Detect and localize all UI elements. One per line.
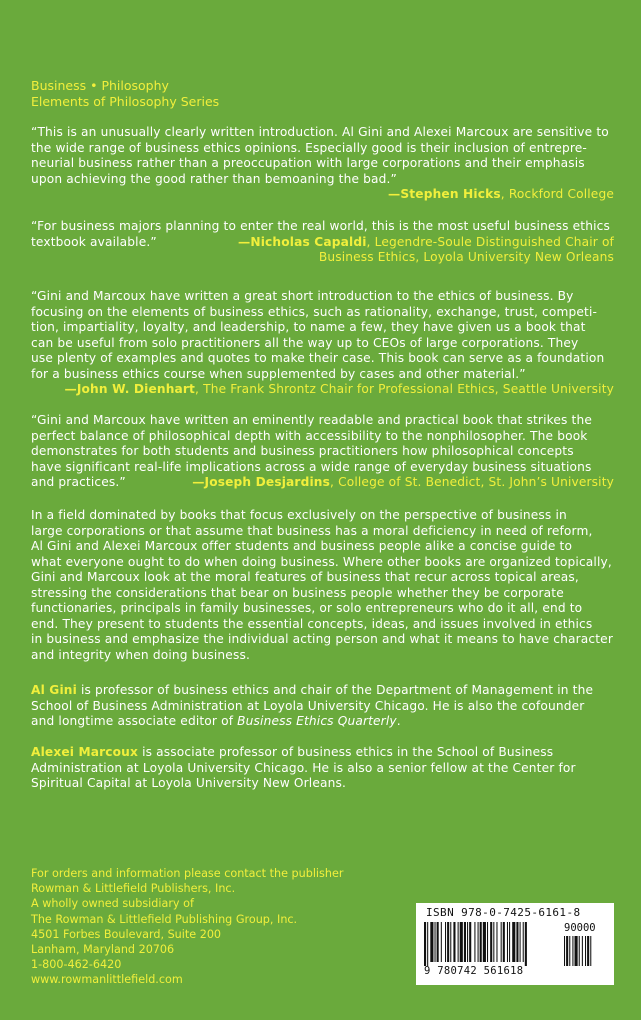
barcode-bar [435, 922, 436, 962]
ean-digits: 9 780742 561618 [424, 965, 524, 977]
addon-bar [564, 936, 565, 966]
quote-line: demonstrates for both students and business practitioners how philosophical concepts [31, 444, 574, 458]
barcode-bar [453, 922, 455, 962]
bio-line: Spiritual Capital at Loyola University New Orleans. [31, 776, 347, 790]
barcode-bar [525, 922, 527, 966]
bio-text: is associate professor of business ethics in the School of Business [142, 745, 554, 759]
description-line: end. They present to students the essential concepts, ideas, and issues involved in ethics [31, 616, 593, 631]
quote-author: —Nicholas Capaldi [238, 234, 367, 249]
barcode-bar [503, 922, 505, 962]
addon-bar [566, 936, 568, 966]
quote-affiliation: Business Ethics, Loyola University New Orleans [318, 250, 614, 264]
publisher-line: A wholly owned subsidiary of [31, 897, 194, 911]
quote-line: textbook available.” [31, 234, 157, 249]
bio-line [31, 714, 614, 730]
publisher-line: For orders and information please contact the publisher [31, 867, 344, 880]
quote-line: can be useful from solo practitioners all the way up to CEOs of large corporations. They [31, 335, 579, 350]
barcode-bar [460, 922, 463, 962]
book-description [31, 508, 614, 663]
publisher-line: 4501 Forbes Boulevard, Suite 200 [31, 927, 222, 941]
publisher-line: The Rowman & Littlefield Publishing Group, Inc. [31, 912, 298, 926]
addon-digits: 90000 [564, 922, 596, 934]
publisher-line: www.rowmanlittlefield.com [31, 973, 183, 987]
description-line: large corporations or that assume that business has a moral deficiency in need of reform, [31, 523, 593, 538]
quote-line: the wide range of business ethics opinions. Especially good is their inclusion of entrepre- [31, 140, 587, 155]
barcode-bar [496, 922, 497, 962]
quote-desjardins [31, 413, 614, 491]
quote-line: “For business majors planning to enter the real world, this is the most useful business ethics [31, 219, 610, 233]
description-line: and integrity when doing business. [31, 647, 250, 662]
barcode-bar [441, 922, 442, 962]
addon-bar [575, 936, 578, 966]
barcode-bar [430, 922, 433, 962]
quote-line: upon achieving the good rather than bemoaning the bad.” [31, 171, 398, 186]
series-name: Elements of Philosophy Series [31, 94, 220, 109]
bio-line [31, 745, 614, 761]
attribution: —Stephen Hicks, Rockford College [388, 187, 614, 201]
attribution: —Joseph Desjardins, College of St. Benedict, St. John’s University [192, 475, 614, 489]
addon-bar [579, 936, 580, 966]
quote-affiliation: College of St. Benedict, St. John’s University [338, 475, 614, 489]
isbn-barcode [416, 903, 614, 985]
barcode-bar [450, 922, 451, 962]
quote-author: —John W. Dienhart [64, 382, 196, 396]
barcode-bar [437, 922, 439, 962]
barcode-bar [509, 922, 510, 962]
barcode-bar [445, 922, 446, 962]
publisher-line: Lanham, Maryland 20706 [31, 943, 175, 957]
barcode-bar [493, 922, 494, 962]
description-line: in business and emphasize the individual acting person and what it means to have character [31, 632, 613, 646]
barcode-bar [467, 922, 468, 962]
isbn-label: ISBN 978-0-7425-6161-8 [426, 906, 581, 919]
quote-line: neurial business rather than a preoccupation with large corporations and their emphasis [31, 156, 585, 170]
quote-line: “This is an unusually clearly written introduction. Al Gini and Alexei Marcoux are sensitive to [31, 125, 609, 139]
quote-line: “Gini and Marcoux have written a great short introduction to the ethics of business. By [31, 289, 574, 303]
quote-capaldi [31, 219, 614, 266]
author-name: Alexei Marcoux [31, 745, 139, 759]
barcode-bar [464, 922, 466, 962]
barcode-bar [474, 922, 475, 962]
quote-affiliation: The Frank Shrontz Chair for Professional Ethics, Seattle University [203, 382, 614, 396]
barcode-bar [483, 922, 486, 962]
barcode-bar [512, 922, 515, 962]
publisher-line: Rowman & Littlefield Publishers, Inc. [31, 882, 236, 896]
description-line: functionaries, principals in family businesses, or solo entrepreneurs who do it all, end to [31, 601, 583, 615]
addon-bar [569, 936, 570, 966]
description-line: what everyone ought to do when doing business. Where other books are organized topically, [31, 554, 612, 569]
quote-line: use plenty of examples and quotes to make their case. This book can serve as a foundation [31, 351, 605, 365]
quote-author: —Joseph Desjardins [192, 475, 331, 489]
barcode-bar [447, 922, 449, 962]
bio-line: Administration at Loyola University Chicago. He is also a senior fellow at the Center for [31, 760, 576, 775]
barcode-bar [523, 922, 524, 962]
journal-title: Business Ethics Quarterly [237, 714, 397, 728]
author-name: Al Gini [31, 683, 77, 697]
quote-affiliation: Legendre-Soule Distinguished Chair of [374, 234, 614, 249]
attribution: —John W. Dienhart, The Frank Shrontz Chair for Professional Ethics, Seattle University [64, 382, 614, 396]
bio-text: is professor of business ethics and chair of the Department of Management in the [80, 683, 594, 697]
barcode-bar [469, 922, 471, 962]
quote-dienhart [31, 289, 614, 398]
barcode-bar [427, 922, 428, 966]
barcode-bar [458, 922, 459, 962]
description-line: In a field dominated by books that focus exclusively on the perspective of business in [31, 508, 567, 522]
bio-line: School of Business Administration at Loyola University Chicago. He is also the cofounder [31, 698, 585, 713]
description-line: Gini and Marcoux look at the moral features of business that recur across topical areas, [31, 570, 579, 584]
quote-line: perfect balance of philosophical depth with accessibility to the nonphilosopher. The book [31, 428, 588, 443]
barcode-bar [480, 922, 482, 962]
quote-line: have significant real-life implications across a wide range of everyday business situations [31, 459, 592, 474]
addon-bar [587, 936, 589, 966]
addon-bar [590, 936, 591, 966]
barcode-bar [520, 922, 521, 962]
header [31, 78, 219, 110]
barcode-bar [501, 922, 502, 962]
quote-author: —Stephen Hicks [388, 187, 501, 201]
attribution: —Nicholas Capaldi, Legendre-Soule Distinguished Chair of [238, 234, 614, 249]
bio-gini [31, 683, 614, 730]
barcode-bar [490, 922, 492, 962]
addon-bar [585, 936, 586, 966]
barcode-bar [516, 922, 518, 962]
barcode-bar [487, 922, 488, 962]
quote-affiliation: Rockford College [508, 187, 614, 201]
bio-line [31, 683, 614, 699]
quote-line-row [31, 235, 614, 251]
bio-text: . [396, 714, 401, 728]
publisher-line: 1-800-462-6420 [31, 958, 122, 972]
bio-marcoux [31, 745, 614, 792]
quote-line: and practices.” [31, 475, 126, 489]
quote-hicks [31, 125, 614, 203]
barcode-bar [424, 922, 426, 966]
quote-line: “Gini and Marcoux have written an eminently readable and practical book that strikes the [31, 413, 593, 427]
barcode-bar [478, 922, 479, 962]
quote-line: for a business ethics course when supplemented by cases and other material.” [31, 366, 526, 381]
publisher-info [31, 866, 343, 988]
addon-bar [582, 936, 583, 966]
barcode-bar [507, 922, 508, 962]
bio-text: and longtime associate editor of [31, 714, 238, 728]
quote-line: tion, impartiality, loyalty, and leadership, to name a few, they have given us a book that [31, 320, 586, 334]
addon-bar [572, 936, 573, 966]
quote-line-row [31, 475, 614, 491]
quote-line: focusing on the elements of business ethics, such as rationality, exchange, trust, competi- [31, 304, 598, 319]
description-line: stressing the considerations that bear on business people whether they be corporate [31, 585, 564, 600]
categories: Business • Philosophy [31, 78, 169, 93]
description-line: Al Gini and Alexei Marcoux offer students and business people alike a concise guide to [31, 539, 573, 553]
